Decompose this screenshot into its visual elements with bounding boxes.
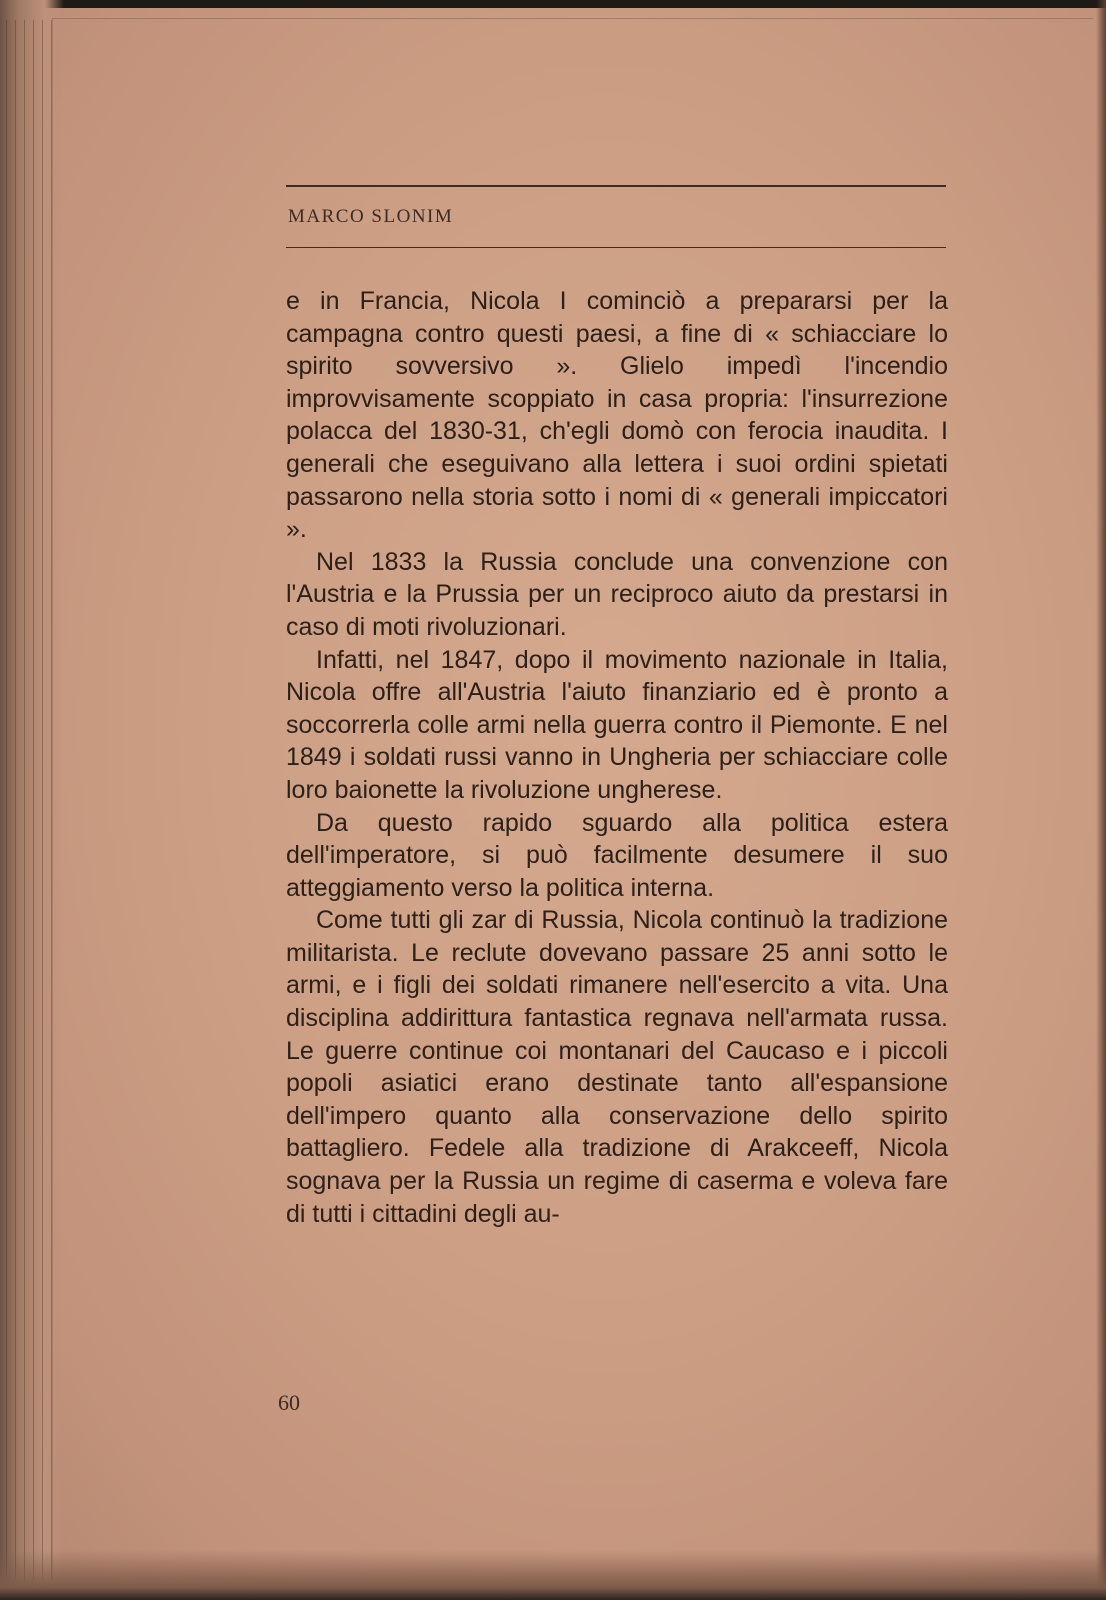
header-rule-top bbox=[286, 185, 946, 187]
header-rule-bottom bbox=[286, 247, 946, 248]
paragraph: e in Francia, Nicola I cominciò a prepararsi per la campagna contro questi paesi, a fine di « schiacciare lo spirito sovversivo ». Glielo impedì l'incendio improvvisamente scoppiato in casa propria: l'insurrezione polacca del 1830-31, ch'egli domò con ferocia inaudita. I generali che eseguivano alla lettera i suoi ordini spietati passarono nella storia sotto i nomi di « generali impiccatori ». bbox=[286, 287, 948, 544]
running-head: MARCO SLONIM bbox=[288, 206, 454, 227]
paragraph: Da questo rapido sguardo alla politica estera dell'imperatore, si può facilmente desumere il suo atteggiamento verso la politica interna. bbox=[286, 808, 948, 902]
body-text bbox=[286, 285, 948, 1230]
page-stack-edges bbox=[6, 20, 58, 1580]
page-bottom-edge bbox=[0, 1550, 1106, 1600]
paragraph: Nel 1833 la Russia conclude una convenzione con l'Austria e la Prussia per un reciproco aiuto da prestarsi in caso di moti rivoluzionari. bbox=[286, 547, 948, 641]
page-number: 60 bbox=[278, 1390, 300, 1415]
paragraph: Infatti, nel 1847, dopo il movimento nazionale in Italia, Nicola offre all'Austria l'aiuto finanziario ed è pronto a soccorrerla colle armi nella guerra contro il Piemonte. E nel 1849 i soldati russi vanno in Ungheria per schiacciare colle loro baionette la rivoluzione ungherese. bbox=[286, 645, 948, 804]
page-right-edge bbox=[1096, 0, 1106, 1600]
page-top-edge bbox=[0, 0, 1106, 8]
paragraph: Come tutti gli zar di Russia, Nicola continuò la tradizione militarista. Le reclute dovevano passare 25 anni sotto le armi, e i figli dei soldati rimanere nell'esercito a vita. Una disciplina addirittura fantastica regnava nell'armata russa. Le guerre continue coi montanari del Caucaso e i piccoli popoli asiatici erano destinate tanto all'espansione dell'impero quanto alla conservazione dello spirito battagliero. Fedele alla tradizione di Arakceeff, Nicola sognava per la Russia un regime di caserma e voleva fare di tutti i cittadini degli au- bbox=[286, 906, 948, 1228]
